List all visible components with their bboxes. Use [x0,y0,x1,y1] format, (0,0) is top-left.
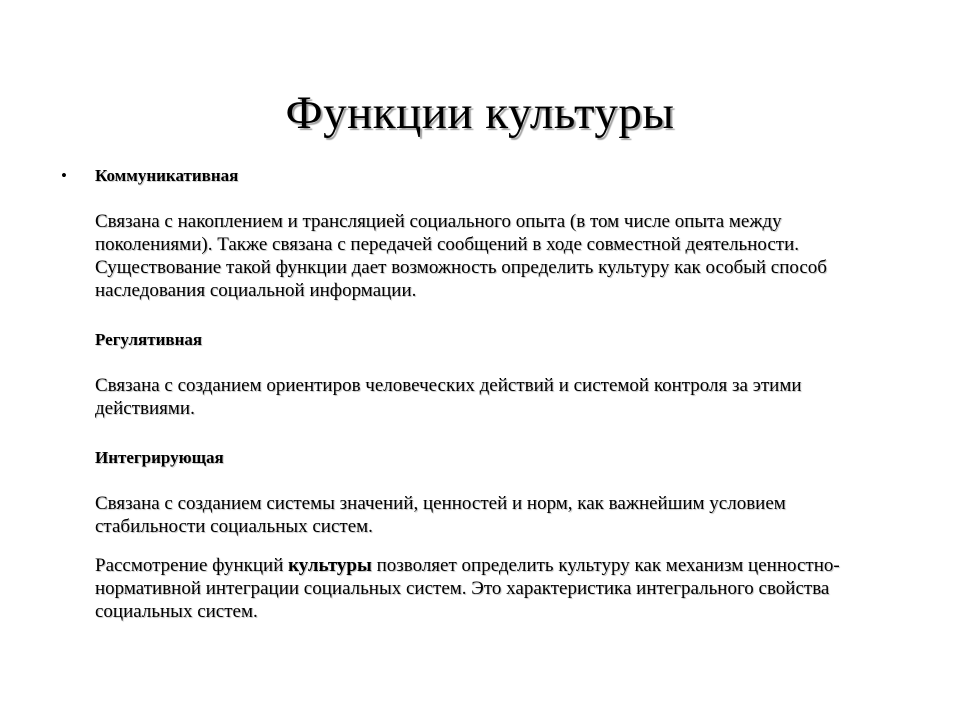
page-title: Функции культуры [285,87,675,140]
section-paragraph [58,492,885,538]
paragraph-text-lead: Рассмотрение функций [95,555,289,576]
bullet-point-icon: • [61,166,67,185]
paragraph-text: Связана с созданием системы значений, ценностей и норм, как важнейшим условием стабильности социальных систем. [95,493,786,537]
spacer [58,538,902,554]
slide-body [58,164,902,623]
section-regulyativnaya [58,328,902,420]
paragraph-text-emphasis: культуры [288,555,372,576]
bullet-list-item [58,164,902,188]
section-paragraph [58,374,885,420]
paragraph-text: Связана с накоплением и трансляцией социального опыта (в том числе опыта между поколениями). Также связана с передачей сообщений в ходе совместной деятельности. Существование такой функции дает возможность определить культуру как особый способ наследования социальной информации. [95,211,827,301]
section-heading-label: Регулятивная [95,330,203,349]
spacer [58,470,902,492]
section-heading-label: Коммуникативная [95,166,239,185]
paragraph-text-tail: позволяет определить культуру как механизм ценностно-нормативной интеграции социальных систем. Это характеристика интегрального свойства социальных систем. [95,555,840,622]
section-paragraph-final [58,554,885,623]
section-heading-label: Интегрирующая [95,448,224,467]
paragraph-text: Связана с созданием ориентиров человеческих действий и системой контроля за этими действиями. [95,375,802,419]
section-paragraph [58,210,885,302]
spacer [58,302,902,328]
spacer [58,420,902,446]
section-kommunikativnaya [58,164,902,302]
section-integriruyushchaya [58,446,902,623]
spacer [58,188,902,210]
spacer [58,352,902,374]
